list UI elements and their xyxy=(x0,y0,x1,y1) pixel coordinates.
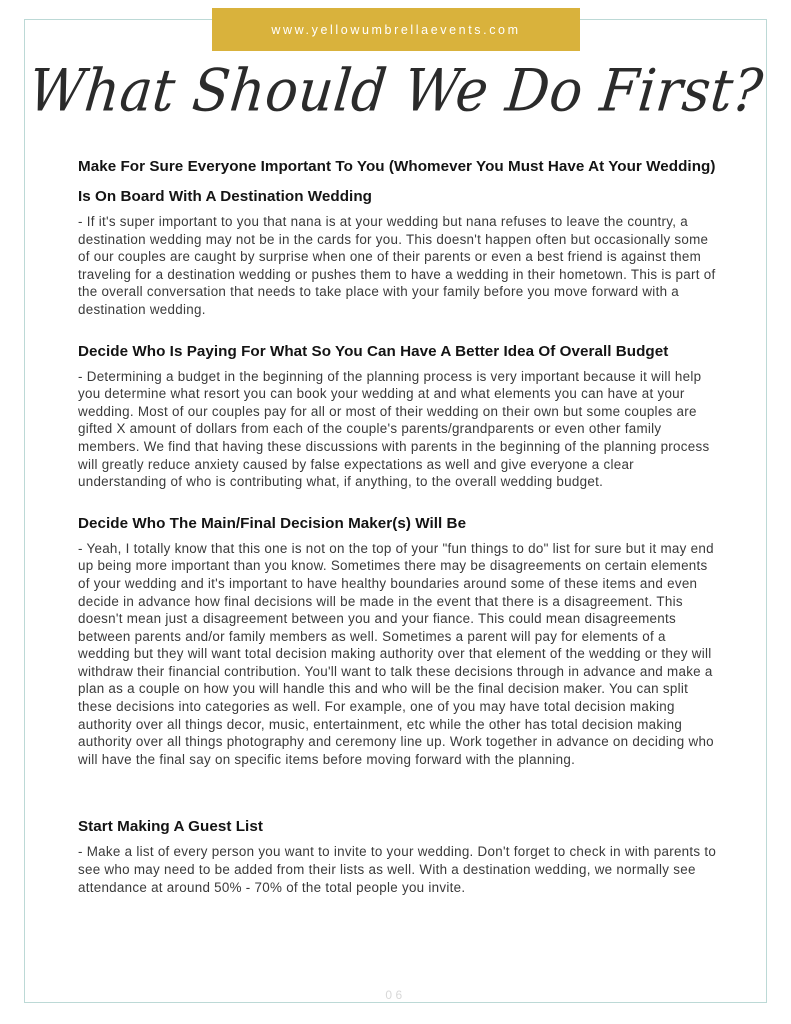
section-decision-maker xyxy=(78,509,718,769)
section-body-text: - If it's super important to you that nana is at your wedding but nana refuses to leave the country, a destination wedding may not be in the cards for you. This doesn't happen often but occasionally some of our couples are caught by surprise when one of their parents or even a best friend is against them traveling for a destination wedding or pushes them to have a wedding in their hometown. This is part of the overall conversation that needs to take place with your family before you move forward with a destination wedding. xyxy=(78,214,720,317)
website-url-text: www.yellowumbrellaevents.com xyxy=(271,22,521,37)
section-body-text: - Make a list of every person you want to invite to your wedding. Don't forget to check in with parents to see who may need to be added from their lists as well. With a destination wedding, we normally see attendance at around 50% - 70% of the total people you invite. xyxy=(78,844,721,895)
page-title: What Should We Do First? xyxy=(25,56,766,125)
page-number: 06 xyxy=(385,988,406,1002)
section-body-text: - Yeah, I totally know that this one is not on the top of your "fun things to do" list for sure but it may end up being more important than you know. Sometimes there may be disagreements on certain elements of your wedding and it's important to have healthy boundaries around some of these items and even decide in advance how final decisions will be made in the event that there is a disagreement. This doesn't mean just a disagreement between you and your fiance. This could mean disagreements between parents and/or family members as well. Sometimes a parent will pay for elements of a wedding but they will want total decision making authority over that element of the wedding or they will withdraw their financial contribution. You'll want to talk these decisions through in advance and make a plan as a couple on how you will handle this and who will be the final decision maker. You can split these decisions into categories as well. For example, one of you may have total decision making authority over all things decor, music, entertainment, etc while the other has total decision making authority over all things photography and ceremony line up. Work together in advance on deciding who will have the final say on specific items before moving forward with the planning. xyxy=(78,540,718,767)
website-url-banner xyxy=(212,8,580,51)
section-heading: Decide Who Is Paying For What So You Can Have A Better Idea Of Overall Budget xyxy=(78,342,669,360)
document-body xyxy=(78,152,721,896)
section-heading: Decide Who The Main/Final Decision Maker(s) Will Be xyxy=(78,514,467,532)
section-heading: Make For Sure Everyone Important To You (Whomever You Must Have At Your Wedding) Is On Board With A Destination Wedding xyxy=(78,158,716,205)
section-who-is-paying xyxy=(78,337,718,491)
section-guest-list xyxy=(78,812,721,896)
section-body-text: - Determining a budget in the beginning of the planning process is very important because it will help you determine what resort you can book your wedding at and what elements you can have at your wedding. Most of our couples pay for all or most of their wedding on their own but some couples are gifted X amount of dollars from each of the couple's parents/grandparents or even other family members. We find that having these discussions with parents in the beginning of the planning process will greatly reduce anxiety caused by false expectations as well and give everyone a clear understanding of who is contributing what, if anything, to the overall wedding budget. xyxy=(78,368,714,490)
section-everyone-on-board xyxy=(78,152,718,319)
section-heading: Start Making A Guest List xyxy=(78,818,263,836)
page-title-container xyxy=(0,56,791,125)
